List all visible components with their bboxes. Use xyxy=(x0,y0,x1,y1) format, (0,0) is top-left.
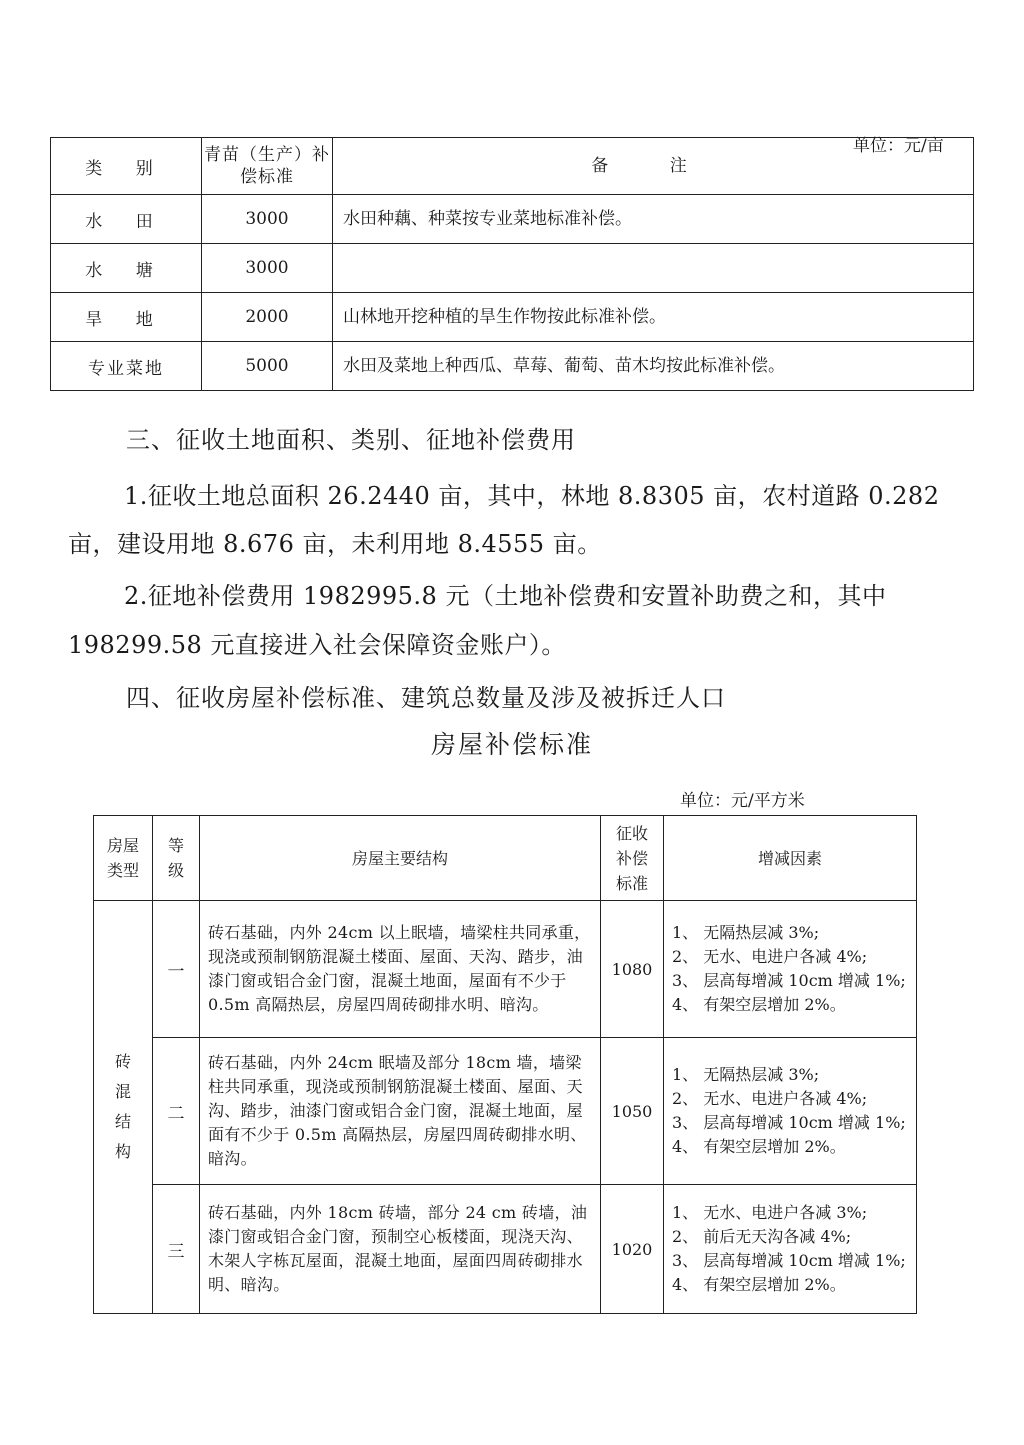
table-header-row xyxy=(51,138,974,195)
header-grade-text: 等级 xyxy=(167,836,184,880)
cell-note: 水田种藕、种菜按专业菜地标准补偿。 xyxy=(333,195,974,244)
table-row xyxy=(94,1038,917,1185)
header-category: 类 别 xyxy=(51,138,202,195)
header-standard-line1: 青苗（生产）补 xyxy=(204,145,330,165)
cell-standard: 3000 xyxy=(202,195,333,244)
cell-standard: 1020 xyxy=(601,1185,664,1314)
table-row xyxy=(51,195,974,244)
header-standard xyxy=(202,138,333,195)
factor-item: 1、 无隔热层减 3%; xyxy=(672,923,820,942)
house-compensation-table xyxy=(93,815,917,1314)
cell-category: 水 田 xyxy=(51,195,202,244)
factor-item: 2、 无水、电进户各减 4%; xyxy=(672,947,868,966)
factor-item: 4、 有架空层增加 2%。 xyxy=(672,995,846,1014)
cell-structure: 砖石基础，内外 24cm 眠墙及部分 18cm 墙，墙梁柱共同承重，现浇或预制钢筋混凝土楼面、屋面、天沟、踏步，油漆门窗或铝合金门窗，混凝土地面，屋面有不少于 0.5m 高隔热层，房屋四周砖砌排水明、暗沟。 xyxy=(200,1038,601,1185)
header-standard-text: 征收补偿标准 xyxy=(615,823,648,893)
cell-note: 水田及菜地上种西瓜、草莓、葡萄、苗木均按此标准补偿。 xyxy=(333,342,974,391)
factor-item: 2、 前后无天沟各减 4%; xyxy=(672,1227,852,1246)
table-header-row xyxy=(94,816,917,901)
cell-standard: 1050 xyxy=(601,1038,664,1185)
factor-item: 3、 层高每增减 10cm 增减 1%; xyxy=(672,1113,906,1132)
cell-factors xyxy=(664,1038,917,1185)
cell-category: 旱 地 xyxy=(51,293,202,342)
header-structure: 房屋主要结构 xyxy=(200,816,601,901)
cell-house-type xyxy=(94,901,153,1314)
header-standard xyxy=(601,816,664,901)
cell-note xyxy=(333,244,974,293)
header-house-type-text: 房屋类型 xyxy=(106,836,139,880)
factor-item: 4、 有架空层增加 2%。 xyxy=(672,1275,846,1294)
cell-category: 水 塘 xyxy=(51,244,202,293)
cell-factors xyxy=(664,1185,917,1314)
cell-grade: 三 xyxy=(153,1185,200,1314)
table2-unit: 单位：元/平方米 xyxy=(680,791,805,811)
cell-note: 山林地开挖种植的旱生作物按此标准补偿。 xyxy=(333,293,974,342)
factor-item: 1、 无隔热层减 3%; xyxy=(672,1065,820,1084)
cell-standard: 5000 xyxy=(202,342,333,391)
section3-para1-line2: 亩，建设用地 8.676 亩，未利用地 8.4555 亩。 xyxy=(68,530,602,558)
table-row xyxy=(94,1185,917,1314)
section3-para1-line1: 1.征收土地总面积 26.2440 亩，其中，林地 8.8305 亩，农村道路 0.282 xyxy=(124,482,940,510)
cell-standard: 3000 xyxy=(202,244,333,293)
factor-item: 2、 无水、电进户各减 4%; xyxy=(672,1089,868,1108)
factor-item: 3、 层高每增减 10cm 增减 1%; xyxy=(672,971,906,990)
factor-item: 4、 有架空层增加 2%。 xyxy=(672,1137,846,1156)
seedling-compensation-table xyxy=(50,137,974,391)
cell-factors xyxy=(664,901,917,1038)
section4-heading: 四、征收房屋补偿标准、建筑总数量及涉及被拆迁人口 xyxy=(126,684,726,712)
cell-standard: 2000 xyxy=(202,293,333,342)
header-note: 备 注 xyxy=(333,138,974,195)
section3-heading: 三、征收土地面积、类别、征地补偿费用 xyxy=(126,426,576,454)
header-factors: 增减因素 xyxy=(664,816,917,901)
section3-para2-line2: 198299.58 元直接进入社会保障资金账户）。 xyxy=(68,631,566,659)
cell-structure: 砖石基础，内外 18cm 砖墙，部分 24 cm 砖墙，油漆门窗或铝合金门窗，预制空心板楼面，现浇天沟、木架人字栋瓦屋面，混凝土地面，屋面四周砖砌排水明、暗沟。 xyxy=(200,1185,601,1314)
factor-item: 3、 层高每增减 10cm 增减 1%; xyxy=(672,1251,906,1270)
cell-grade: 二 xyxy=(153,1038,200,1185)
header-grade xyxy=(153,816,200,901)
factor-item: 1、 无水、电进户各减 3%; xyxy=(672,1203,868,1222)
cell-standard: 1080 xyxy=(601,901,664,1038)
table-row xyxy=(51,342,974,391)
table1-unit: 单位：元/亩 xyxy=(853,136,944,156)
cell-structure: 砖石基础，内外 24cm 以上眠墙，墙梁柱共同承重，现浇或预制钢筋混凝土楼面、屋面、天沟、踏步，油漆门窗或铝合金门窗，混凝土地面，屋面有不少于 0.5m 高隔热层，房屋四周砖砌排水明、暗沟。 xyxy=(200,901,601,1038)
section3-para2-line1: 2.征地补偿费用 1982995.8 元（土地补偿费和安置补助费之和，其中 xyxy=(124,582,887,610)
table-row xyxy=(51,244,974,293)
house-type-text: 砖混结构 xyxy=(114,1052,131,1161)
table-row xyxy=(94,901,917,1038)
header-standard-line2: 偿标准 xyxy=(240,167,294,187)
cell-category: 专业菜地 xyxy=(51,342,202,391)
cell-grade: 一 xyxy=(153,901,200,1038)
table-row xyxy=(51,293,974,342)
header-house-type xyxy=(94,816,153,901)
house-table-title: 房屋补偿标准 xyxy=(430,730,593,759)
